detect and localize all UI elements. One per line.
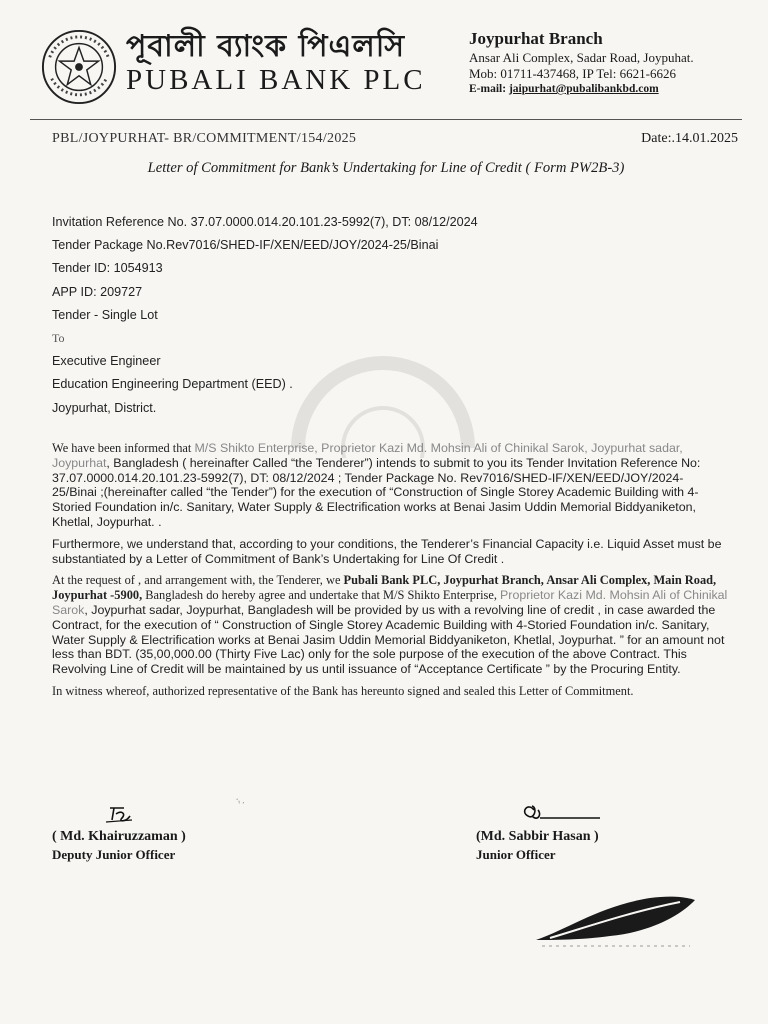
p3-intro: At the request of , and arrangement with, the Tenderer, we <box>52 573 344 588</box>
memo-reference: PBL/JOYPURHAT- BR/COMMITMENT/154/2025 <box>52 131 357 146</box>
p1-intro: We have been informed that <box>52 441 195 455</box>
p3-rest: , Joypurhat sadar, Joypurhat, Bangladesh will be provided by us with a revolving line of credit , in case awarded the Contract, for the execution of “ Construction of Single Storey Academic Building with 4-Storied Foundation in/c. Sanitary, Water Supply & Electrification works at Benai Jasim Uddin Memorial Biddyaniketon, Khetlal, Joypurhat. ” for an amount not less than BDT. (35,00,000.00 (Thirty Five Lac) only for the sole purpose of the execution of the above Contract. This Revolving Line of Credit will be maintained by us until issuance of “Acceptance Certificate ” by the Procuring Entity. <box>52 602 725 677</box>
tender-lot: Tender - Single Lot <box>52 307 158 322</box>
signatory-right <box>476 800 646 863</box>
signature-right <box>476 800 606 828</box>
signatory-left-name: ( Md. Khairuzzaman ) <box>52 829 186 844</box>
invitation-reference: Invitation Reference No. 37.07.0000.014.20.101.23-5992(7), DT: 08/12/2024 <box>52 215 478 229</box>
email-label: E-mail: <box>469 83 509 95</box>
recipient-department: Education Engineering Department (EED) . <box>52 377 293 392</box>
body-paragraph-1 <box>52 441 728 530</box>
branch-title: Joypurhat Branch <box>469 29 603 48</box>
branch-info <box>469 28 694 97</box>
email-link[interactable]: jaipurhat@pubalibankbd.com <box>508 83 659 95</box>
branch-address: Ansar Ali Complex, Sadar Road, Joypuhat. <box>469 50 694 65</box>
recipient-title: Executive Engineer <box>52 354 161 369</box>
signatory-right-title: Junior Officer <box>476 847 556 862</box>
bank-name-english: PUBALI BANK PLC <box>126 64 426 96</box>
branch-phone: Mob: 01711-437468, IP Tel: 6621-6626 <box>469 66 676 81</box>
letter-subject: Letter of Commitment for Bank’s Undertaking for Line of Credit ( Form PW2B-3) <box>147 160 625 176</box>
tender-package: Tender Package No.Rev7016/SHED-IF/XEN/EED/JOY/2024-25/Binai <box>52 238 439 253</box>
letter-body <box>52 441 728 706</box>
letter-date: Date:.14.01.2025 <box>641 131 738 146</box>
body-paragraph-4: In witness whereof, authorized representative of the Bank has hereunto signed and sealed this Letter of Commitment. <box>52 683 634 698</box>
p1-tenderer: M/S Shikto Enterprise, Proprietor Kazi Md. Mohsin Ali of Chinikal Sarok, Joypurhat sadar, Joypurhat <box>52 441 683 470</box>
p1-rest: , Bangladesh ( hereinafter Called “the Tenderer”) intends to submit to you its Tender Invitation Reference No: 37.07.0000.014.20.101.23-5992(7), DT: 08/12/2024 ; Tender Package No. Rev7016/SHED-IF/XEN/EED/JOY/2024-25/Binai ;(hereinafter called “the Tender”) for the execution of “Construction of Single Storey Academic Building with 4-Storied Foundation in/c. Sanitary, Water Supply & Electrification works at Benai Jasim Uddin Memorial Biddyaniketon, Khetlal, Joypurhat. . <box>52 455 701 529</box>
signature-left <box>52 800 132 828</box>
p3-proprietor: Proprietor Kazi Md. Mohsin Ali of Chinikal Sarok <box>52 588 728 617</box>
signatory-left-title: Deputy Junior Officer <box>52 847 176 862</box>
tender-id: Tender ID: 1054913 <box>52 261 163 276</box>
recipient-place: Joypurhat, District. <box>52 400 157 415</box>
salutation-to: To <box>52 330 65 345</box>
branch-email <box>469 82 694 97</box>
signatory-left <box>52 800 222 863</box>
body-paragraph-3 <box>52 573 728 677</box>
p3-bank-details: Pubali Bank PLC, Joypurhat Branch, Ansar Ali Complex, Main Road, Joypurhat -5900, <box>52 573 717 603</box>
body-paragraph-2: Furthermore, we understand that, according to your conditions, the Tenderer’s Financial Capacity i.e. Liquid Asset must be substantiated by a Letter of Commitment of Bank’s Undertaking for Line Of Credit . <box>52 536 722 566</box>
app-id: APP ID: 209727 <box>52 284 143 299</box>
signatory-right-name: (Md. Sabbir Hasan ) <box>476 829 599 844</box>
small-ink-mark: ‘ₜ ‚ <box>236 797 245 805</box>
bank-seal-logo <box>40 28 118 106</box>
p3-agreement: Bangladesh do hereby agree and undertake that M/S Shikto Enterprise, <box>142 588 501 603</box>
header-divider <box>30 119 742 120</box>
green-banking-leaf-icon <box>530 888 700 948</box>
bank-name-bangla: পূবালী ব্যাংক পিএলসি <box>126 29 406 64</box>
